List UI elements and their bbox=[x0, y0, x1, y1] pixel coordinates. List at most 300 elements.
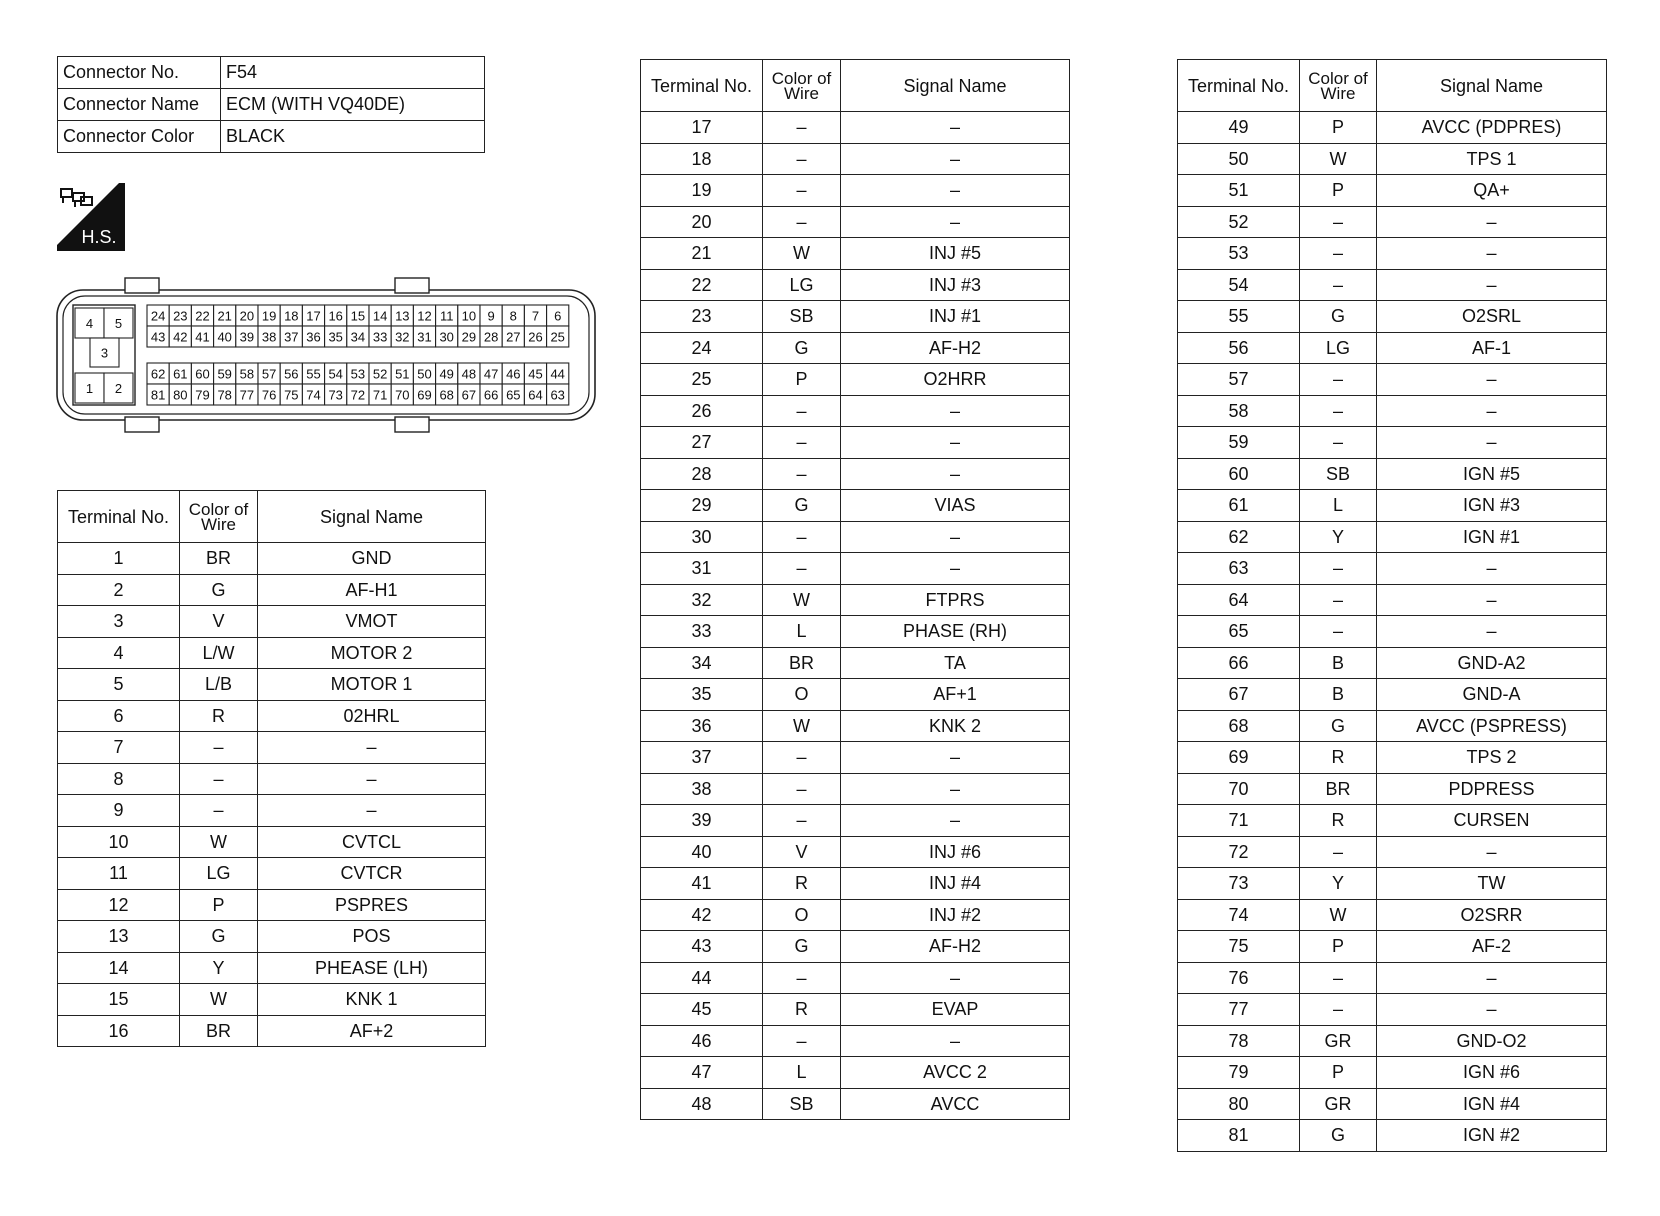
terminal-no-cell: 24 bbox=[641, 332, 763, 364]
signal-name-cell: IGN #3 bbox=[1377, 490, 1607, 522]
wire-color-cell: – bbox=[763, 773, 841, 805]
wire-color-cell: – bbox=[1300, 269, 1377, 301]
signal-name-cell: IGN #1 bbox=[1377, 521, 1607, 553]
table-row bbox=[1178, 490, 1607, 522]
pin-number-label: 56 bbox=[284, 366, 299, 382]
pin-number-label: 28 bbox=[483, 329, 499, 345]
table-row bbox=[641, 427, 1070, 459]
table-row bbox=[1178, 616, 1607, 648]
pin-number-label: 41 bbox=[195, 329, 210, 345]
terminal-no-cell: 57 bbox=[1178, 364, 1300, 396]
table-row bbox=[641, 206, 1070, 238]
terminal-no-cell: 13 bbox=[58, 921, 180, 953]
terminal-no-cell: 52 bbox=[1178, 206, 1300, 238]
signal-name-cell: – bbox=[841, 143, 1070, 175]
connector-pin bbox=[169, 326, 191, 347]
table-row bbox=[641, 521, 1070, 553]
terminal-no-cell: 47 bbox=[641, 1057, 763, 1089]
terminal-no-cell: 64 bbox=[1178, 584, 1300, 616]
table-row bbox=[1178, 175, 1607, 207]
signal-name-cell: AF-1 bbox=[1377, 332, 1607, 364]
connector-pin bbox=[413, 363, 435, 384]
terminal-no-cell: 42 bbox=[641, 899, 763, 931]
table-row bbox=[641, 868, 1070, 900]
table-row bbox=[58, 889, 486, 921]
signal-name-cell: MOTOR 1 bbox=[258, 669, 486, 701]
wire-color-cell: – bbox=[1300, 616, 1377, 648]
terminal-no-cell: 38 bbox=[641, 773, 763, 805]
terminal-no-cell: 58 bbox=[1178, 395, 1300, 427]
pin-number-label: 33 bbox=[372, 329, 388, 345]
pin-number-label: 57 bbox=[261, 366, 277, 382]
connector-pin bbox=[458, 384, 480, 405]
connector-pin bbox=[524, 305, 546, 326]
table-row bbox=[1178, 931, 1607, 963]
table-row bbox=[58, 732, 486, 764]
pin-number-label: 46 bbox=[506, 366, 521, 382]
connector-pin bbox=[547, 384, 569, 405]
terminal-no-cell: 56 bbox=[1178, 332, 1300, 364]
terminal-no-cell: 79 bbox=[1178, 1057, 1300, 1089]
table-row bbox=[58, 763, 486, 795]
signal-name-cell: – bbox=[841, 427, 1070, 459]
signal-name-cell: TPS 2 bbox=[1377, 742, 1607, 774]
table-row bbox=[1178, 395, 1607, 427]
wire-color-cell: G bbox=[1300, 301, 1377, 333]
connector-housing bbox=[57, 278, 595, 432]
terminal-no-cell: 65 bbox=[1178, 616, 1300, 648]
table-row bbox=[58, 952, 486, 984]
connector-pin bbox=[458, 305, 480, 326]
pin-number-label: 34 bbox=[350, 329, 366, 345]
pin-number-label: 65 bbox=[506, 387, 521, 403]
terminal-no-cell: 11 bbox=[58, 858, 180, 890]
table-row bbox=[1178, 773, 1607, 805]
pin-number-label: 2 bbox=[114, 381, 123, 396]
pin-number-label: 59 bbox=[217, 366, 232, 382]
pin-number-label: 35 bbox=[328, 329, 343, 345]
signal-name-cell: – bbox=[1377, 238, 1607, 270]
terminal-no-cell: 67 bbox=[1178, 679, 1300, 711]
signal-name-cell: – bbox=[258, 732, 486, 764]
table-row bbox=[1178, 962, 1607, 994]
terminal-no-cell: 74 bbox=[1178, 899, 1300, 931]
connector-pin bbox=[369, 326, 391, 347]
connector-pin bbox=[480, 384, 502, 405]
connector-no-label: Connector No. bbox=[58, 57, 221, 89]
connector-pin bbox=[191, 305, 213, 326]
connector-diagram bbox=[55, 272, 597, 438]
signal-name-cell: AF-2 bbox=[1377, 931, 1607, 963]
table-row bbox=[641, 364, 1070, 396]
pin-number-label: 60 bbox=[195, 366, 210, 382]
terminal-no-cell: 43 bbox=[641, 931, 763, 963]
pin-number-label: 63 bbox=[550, 387, 565, 403]
signal-name-cell: AVCC bbox=[841, 1088, 1070, 1120]
pin-number-label: 44 bbox=[550, 366, 565, 382]
terminal-table-1 bbox=[57, 490, 486, 1047]
pin-number-label: 51 bbox=[395, 366, 410, 382]
pin-number-label: 22 bbox=[195, 308, 210, 324]
connector-pin bbox=[480, 326, 502, 347]
signal-name-cell: TA bbox=[841, 647, 1070, 679]
connector-pin bbox=[280, 384, 302, 405]
table-row bbox=[1178, 742, 1607, 774]
signal-name-cell: VIAS bbox=[841, 490, 1070, 522]
wire-color-cell: L bbox=[763, 616, 841, 648]
table-row bbox=[641, 553, 1070, 585]
wire-color-cell: L/B bbox=[180, 669, 258, 701]
connector-name-value: ECM (WITH VQ40DE) bbox=[221, 89, 485, 121]
table-header bbox=[1178, 60, 1607, 112]
table-row bbox=[641, 1088, 1070, 1120]
terminal-no-cell: 27 bbox=[641, 427, 763, 459]
signal-name-cell: INJ #5 bbox=[841, 238, 1070, 270]
wire-color-cell: L bbox=[1300, 490, 1377, 522]
table-row bbox=[641, 301, 1070, 333]
wire-color-cell: P bbox=[1300, 175, 1377, 207]
pin-number-label: 1 bbox=[85, 381, 94, 396]
pin-number-label: 76 bbox=[261, 387, 277, 403]
signal-header: Signal Name bbox=[841, 60, 1070, 112]
signal-name-cell: – bbox=[1377, 206, 1607, 238]
pin-number-label: 14 bbox=[372, 308, 388, 324]
wire-color-cell: R bbox=[763, 868, 841, 900]
wire-color-cell: L/W bbox=[180, 637, 258, 669]
terminal-no-cell: 78 bbox=[1178, 1025, 1300, 1057]
wire-color-cell: BR bbox=[180, 1015, 258, 1047]
pin-number-label: 74 bbox=[306, 387, 321, 403]
connector-pin bbox=[258, 305, 280, 326]
connector-pin bbox=[236, 326, 258, 347]
signal-name-cell: VMOT bbox=[258, 606, 486, 638]
connector-pin bbox=[413, 384, 435, 405]
table-row bbox=[1178, 143, 1607, 175]
signal-name-cell: AF+2 bbox=[258, 1015, 486, 1047]
terminal-no-cell: 62 bbox=[1178, 521, 1300, 553]
pin-number-label: 21 bbox=[217, 308, 232, 324]
table-row bbox=[641, 899, 1070, 931]
pin-number-label: 45 bbox=[528, 366, 543, 382]
signal-name-cell: QA+ bbox=[1377, 175, 1607, 207]
pin-number-label: 18 bbox=[284, 308, 299, 324]
table-row bbox=[1178, 427, 1607, 459]
terminal-no-cell: 18 bbox=[641, 143, 763, 175]
table-row bbox=[58, 574, 486, 606]
connector-pin bbox=[347, 384, 369, 405]
table-row bbox=[641, 710, 1070, 742]
pin-number-label: 13 bbox=[395, 308, 410, 324]
connector-pin bbox=[325, 326, 347, 347]
color-header bbox=[1300, 60, 1377, 112]
signal-name-cell: AF-H2 bbox=[841, 931, 1070, 963]
terminal-no-cell: 48 bbox=[641, 1088, 763, 1120]
wire-color-cell: P bbox=[763, 364, 841, 396]
color-header-line1: Color of bbox=[771, 68, 832, 88]
terminal-no-cell: 15 bbox=[58, 984, 180, 1016]
wire-color-cell: Y bbox=[1300, 868, 1377, 900]
pin-number-label: 6 bbox=[554, 308, 562, 324]
connector-pin bbox=[436, 363, 458, 384]
table-row bbox=[58, 921, 486, 953]
wire-color-cell: G bbox=[180, 574, 258, 606]
wire-color-cell: G bbox=[1300, 710, 1377, 742]
table-row bbox=[1178, 647, 1607, 679]
connector-pin bbox=[369, 384, 391, 405]
terminal-no-cell: 73 bbox=[1178, 868, 1300, 900]
connector-pin bbox=[524, 384, 546, 405]
connector-pin bbox=[391, 326, 413, 347]
connector-pin bbox=[502, 363, 524, 384]
table-row bbox=[641, 584, 1070, 616]
terminal-no-cell: 7 bbox=[58, 732, 180, 764]
wire-color-cell: – bbox=[763, 395, 841, 427]
wire-color-cell: LG bbox=[763, 269, 841, 301]
signal-name-cell: – bbox=[841, 521, 1070, 553]
connector-pin bbox=[236, 363, 258, 384]
connector-pin bbox=[502, 326, 524, 347]
table-row bbox=[1178, 553, 1607, 585]
connector-pin bbox=[302, 326, 324, 347]
signal-name-cell: – bbox=[1377, 962, 1607, 994]
connector-pins bbox=[75, 305, 569, 405]
signal-name-cell: – bbox=[841, 458, 1070, 490]
pin-number-label: 32 bbox=[395, 329, 410, 345]
connector-pin bbox=[369, 363, 391, 384]
pin-number-label: 62 bbox=[150, 366, 166, 382]
terminal-no-cell: 80 bbox=[1178, 1088, 1300, 1120]
connector-pin bbox=[147, 305, 169, 326]
pin-number-label: 12 bbox=[417, 308, 432, 324]
connector-color-label: Connector Color bbox=[58, 121, 221, 153]
wire-color-cell: B bbox=[1300, 647, 1377, 679]
connector-pin bbox=[258, 384, 280, 405]
table-row bbox=[1178, 584, 1607, 616]
wire-color-cell: W bbox=[180, 826, 258, 858]
signal-name-cell: INJ #6 bbox=[841, 836, 1070, 868]
pin-number-label: 75 bbox=[284, 387, 299, 403]
connector-pin bbox=[413, 305, 435, 326]
pin-number-label: 31 bbox=[417, 329, 432, 345]
connector-info-table bbox=[57, 56, 485, 153]
terminal-no-cell: 76 bbox=[1178, 962, 1300, 994]
signal-name-cell: – bbox=[1377, 427, 1607, 459]
connector-pin bbox=[547, 363, 569, 384]
connector-pin bbox=[191, 363, 213, 384]
table-row bbox=[1178, 112, 1607, 144]
pin-number-label: 16 bbox=[328, 308, 343, 324]
pin-number-label: 79 bbox=[195, 387, 210, 403]
connector-pin bbox=[280, 305, 302, 326]
terminal-no-cell: 12 bbox=[58, 889, 180, 921]
wire-color-cell: G bbox=[763, 332, 841, 364]
signal-name-cell: – bbox=[841, 962, 1070, 994]
connector-pin bbox=[547, 305, 569, 326]
signal-name-cell: IGN #6 bbox=[1377, 1057, 1607, 1089]
wire-color-cell: – bbox=[763, 805, 841, 837]
signal-name-cell: – bbox=[841, 395, 1070, 427]
wire-color-cell: – bbox=[1300, 962, 1377, 994]
table-row bbox=[1178, 238, 1607, 270]
table-row bbox=[58, 1015, 486, 1047]
pin-number-label: 29 bbox=[461, 329, 477, 345]
wire-color-cell: – bbox=[1300, 994, 1377, 1026]
signal-name-cell: – bbox=[841, 773, 1070, 805]
terminal-no-cell: 32 bbox=[641, 584, 763, 616]
connector-pin bbox=[436, 305, 458, 326]
table-row bbox=[58, 858, 486, 890]
pin-number-label: 3 bbox=[100, 345, 109, 361]
table-row bbox=[1178, 710, 1607, 742]
signal-name-cell: O2SRR bbox=[1377, 899, 1607, 931]
signal-name-cell: – bbox=[1377, 994, 1607, 1026]
pin-number-label: 4 bbox=[85, 316, 94, 331]
color-header-line2: Wire bbox=[1320, 83, 1356, 103]
connector-pin bbox=[214, 384, 236, 405]
wire-color-cell: – bbox=[1300, 364, 1377, 396]
terminal-no-cell: 37 bbox=[641, 742, 763, 774]
connector-pin bbox=[258, 326, 280, 347]
signal-name-cell: TW bbox=[1377, 868, 1607, 900]
signal-name-cell: – bbox=[841, 805, 1070, 837]
terminal-no-cell: 19 bbox=[641, 175, 763, 207]
wire-color-cell: – bbox=[180, 763, 258, 795]
connector-name-label: Connector Name bbox=[58, 89, 221, 121]
signal-name-cell: GND-O2 bbox=[1377, 1025, 1607, 1057]
signal-name-cell: INJ #2 bbox=[841, 899, 1070, 931]
terminal-table-3 bbox=[1177, 59, 1607, 1152]
signal-name-cell: PHEASE (LH) bbox=[258, 952, 486, 984]
pin-number-label: 10 bbox=[461, 308, 477, 324]
terminal-no-cell: 41 bbox=[641, 868, 763, 900]
color-header-line1: Color of bbox=[1308, 68, 1368, 88]
wire-color-cell: – bbox=[1300, 206, 1377, 238]
pin-number-label: 66 bbox=[483, 387, 499, 403]
connector-pin bbox=[325, 384, 347, 405]
signal-name-cell: AF-H1 bbox=[258, 574, 486, 606]
signal-name-cell: CVTCL bbox=[258, 826, 486, 858]
terminal-no-cell: 3 bbox=[58, 606, 180, 638]
connector-pin bbox=[147, 326, 169, 347]
table-row bbox=[641, 332, 1070, 364]
signal-name-cell: TPS 1 bbox=[1377, 143, 1607, 175]
table-row bbox=[641, 773, 1070, 805]
connector-pin bbox=[347, 326, 369, 347]
connector-pin bbox=[347, 305, 369, 326]
signal-name-cell: IGN #2 bbox=[1377, 1120, 1607, 1152]
pin-number-label: 48 bbox=[461, 366, 477, 382]
table-row bbox=[1178, 805, 1607, 837]
pin-number-label: 67 bbox=[461, 387, 477, 403]
pin-number-label: 72 bbox=[350, 387, 366, 403]
connector-pin bbox=[325, 363, 347, 384]
terminal-header: Terminal No. bbox=[58, 491, 180, 543]
terminal-no-cell: 10 bbox=[58, 826, 180, 858]
color-header-line2: Wire bbox=[784, 83, 819, 103]
signal-name-cell: POS bbox=[258, 921, 486, 953]
color-header-line2: Wire bbox=[201, 514, 236, 534]
signal-name-cell: 02HRL bbox=[258, 700, 486, 732]
terminal-no-cell: 45 bbox=[641, 994, 763, 1026]
wire-color-cell: W bbox=[1300, 143, 1377, 175]
table-row bbox=[641, 112, 1070, 144]
signal-name-cell: CVTCR bbox=[258, 858, 486, 890]
table-row bbox=[641, 175, 1070, 207]
signal-name-cell: – bbox=[1377, 269, 1607, 301]
wire-color-cell: BR bbox=[180, 543, 258, 575]
signal-name-cell: PSPRES bbox=[258, 889, 486, 921]
terminal-no-cell: 53 bbox=[1178, 238, 1300, 270]
terminal-no-cell: 75 bbox=[1178, 931, 1300, 963]
pin-number-label: 77 bbox=[239, 387, 255, 403]
signal-name-cell: – bbox=[841, 175, 1070, 207]
wire-color-cell: – bbox=[763, 553, 841, 585]
pin-number-label: 5 bbox=[114, 316, 123, 331]
table-row bbox=[641, 238, 1070, 270]
signal-name-cell: IGN #5 bbox=[1377, 458, 1607, 490]
signal-name-cell: AVCC 2 bbox=[841, 1057, 1070, 1089]
table-row bbox=[641, 931, 1070, 963]
terminal-no-cell: 16 bbox=[58, 1015, 180, 1047]
pin-number-label: 20 bbox=[239, 308, 255, 324]
terminal-no-cell: 17 bbox=[641, 112, 763, 144]
pin-number-label: 27 bbox=[506, 329, 521, 345]
terminal-no-cell: 66 bbox=[1178, 647, 1300, 679]
table-row bbox=[1178, 269, 1607, 301]
terminal-no-cell: 33 bbox=[641, 616, 763, 648]
signal-name-cell: PDPRESS bbox=[1377, 773, 1607, 805]
connector-pin bbox=[147, 363, 169, 384]
wire-color-cell: SB bbox=[763, 301, 841, 333]
connector-pin bbox=[436, 326, 458, 347]
table-row bbox=[1178, 1057, 1607, 1089]
terminal-no-cell: 30 bbox=[641, 521, 763, 553]
signal-name-cell: GND-A2 bbox=[1377, 647, 1607, 679]
table-header bbox=[641, 60, 1070, 112]
color-header bbox=[763, 60, 841, 112]
signal-name-cell: – bbox=[1377, 616, 1607, 648]
pin-number-label: 70 bbox=[395, 387, 410, 403]
table-row bbox=[641, 616, 1070, 648]
terminal-no-cell: 63 bbox=[1178, 553, 1300, 585]
signal-name-cell: KNK 1 bbox=[258, 984, 486, 1016]
pin-number-label: 69 bbox=[417, 387, 432, 403]
table-row bbox=[58, 795, 486, 827]
connector-pin bbox=[236, 384, 258, 405]
pin-number-label: 19 bbox=[261, 308, 277, 324]
connector-pin bbox=[75, 308, 104, 338]
table-row bbox=[1178, 332, 1607, 364]
pin-number-label: 55 bbox=[306, 366, 321, 382]
connector-pin bbox=[391, 305, 413, 326]
wire-color-cell: – bbox=[1300, 238, 1377, 270]
connector-pin bbox=[369, 305, 391, 326]
wire-color-cell: – bbox=[180, 795, 258, 827]
connector-pin bbox=[214, 326, 236, 347]
table-row bbox=[58, 543, 486, 575]
table-row bbox=[1178, 301, 1607, 333]
pin-number-label: 9 bbox=[487, 308, 495, 324]
connector-pin bbox=[302, 305, 324, 326]
connector-pin bbox=[502, 305, 524, 326]
terminal-no-cell: 44 bbox=[641, 962, 763, 994]
signal-name-cell: O2HRR bbox=[841, 364, 1070, 396]
signal-name-cell: INJ #4 bbox=[841, 868, 1070, 900]
wire-color-cell: – bbox=[763, 206, 841, 238]
connector-info-row bbox=[58, 89, 485, 121]
pin-number-label: 39 bbox=[239, 329, 255, 345]
terminal-no-cell: 39 bbox=[641, 805, 763, 837]
